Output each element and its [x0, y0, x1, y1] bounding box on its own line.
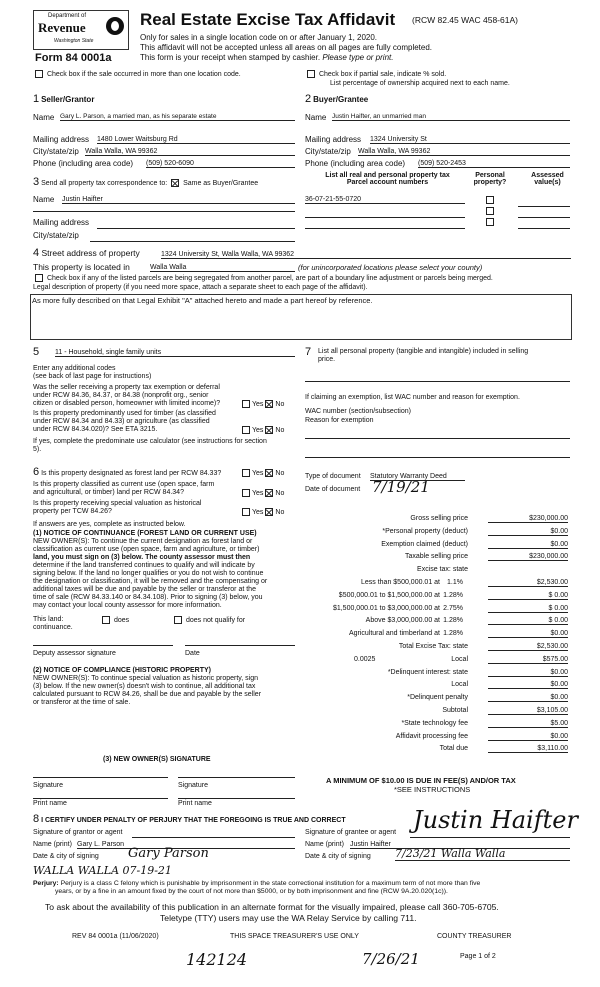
sec6-q3-answer[interactable]: Yes No [240, 508, 284, 516]
new-owner-sig-title: (3) NEW OWNER(S) SIGNATURE [103, 756, 211, 763]
sec3-city-label: City/state/zip [33, 231, 79, 240]
sec6-q3-l1: Is this property receiving special valuation as historical [33, 500, 202, 507]
tax-row-value[interactable]: $0.00 [488, 681, 568, 689]
tax-row [300, 592, 598, 604]
reason-line-2[interactable] [305, 456, 570, 458]
n1-l9: may contact your local county assessor for more information. [33, 602, 222, 609]
tax-row-label: *Delinquent penalty [407, 694, 468, 702]
tax-row [300, 630, 598, 642]
sec5-q2-l3: under RCW 84.34.020)? See ETA 3215. [33, 426, 158, 433]
tax-row-value[interactable]: $0.00 [488, 541, 568, 549]
seller-name-label: Name [33, 113, 55, 122]
tax-row [300, 617, 598, 629]
grantor-name[interactable]: Gary L. Parson [77, 841, 295, 849]
perjury-2: years, or by a fine in an amount fixed by the court of not more than $5000, or by both imprisonment and fine (RCW 9A.20.020(1c)). [55, 888, 448, 895]
tax-row [300, 707, 598, 719]
grantor-name-label: Name (print) [33, 841, 72, 848]
minimum-due: A MINIMUM OF $10.00 IS DUE IN FEE(S) AND/OR TAX [326, 776, 516, 785]
personal-checkbox[interactable] [484, 196, 496, 204]
n1-l7: additional taxes will be due and payable by the seller or transferor at the [33, 586, 256, 593]
tax-row-label: Local [451, 681, 468, 689]
personal-header: Personal property? [473, 172, 507, 186]
tax-row-label: Taxable selling price [404, 553, 468, 561]
n2-l4: or transferor at the time of sale. [33, 699, 131, 706]
county-treasurer: COUNTY TREASURER [437, 933, 512, 940]
tax-row [300, 669, 598, 681]
perjury-1: Perjury: Perjury is a class C felony which is punishable by imprisonment in the state correctional institution for a maximum term of not more than five [33, 880, 481, 887]
tax-row [300, 541, 598, 553]
tax-rate: 1.28% [443, 630, 463, 638]
tax-row [300, 528, 598, 540]
tax-row-value[interactable]: $0.00 [488, 694, 568, 702]
wac-label: WAC number (section/subsection) [305, 408, 411, 415]
n1-l3: land, you must sign on (3) below. The county assessor must then [33, 554, 251, 561]
tax-row-value[interactable]: $230,000.00 [488, 515, 568, 523]
partial-sale-checkbox[interactable] [307, 70, 315, 78]
sec3-city[interactable] [90, 240, 295, 242]
additional-codes: Enter any additional codes [33, 365, 116, 372]
logo-line3: Washington State [54, 38, 94, 44]
doc-date[interactable]: 7/19/21 [372, 478, 430, 496]
does-option[interactable]: does [100, 616, 129, 624]
tax-row-label: $500,000.01 to $1,500,000.00 at [338, 591, 440, 599]
sec6-q2-l1: Is this property classified as current use (open space, farm [33, 481, 215, 488]
assessed-header: Assessed value(s) [531, 172, 564, 186]
tax-row [300, 745, 598, 757]
grantor-sig-line[interactable] [132, 836, 295, 838]
deputy-date-line[interactable] [185, 644, 295, 646]
legal-desc-label: Legal description of property (if you need more space, attach a separate sheet to each page of the affidavit). [33, 284, 368, 291]
sec5-q3-l2: 5). [33, 446, 42, 453]
tax-row-label: Total Excise Tax: state [398, 643, 468, 650]
sec5-q1-l3: citizen or disabled person, homeowner with limited income)? [33, 400, 221, 407]
sec5-q2-answer[interactable]: Yes No [240, 426, 284, 434]
tax-row [300, 605, 598, 617]
parcel-line-2[interactable] [305, 216, 465, 218]
sec7-l1: List all personal property (tangible and intangible) included in selling [318, 348, 529, 355]
grantor-signature: Gary Parson [128, 846, 209, 861]
tax-row-label: Excise tax: state [417, 566, 468, 574]
print-label-2: Print name [178, 800, 212, 807]
tax-row-label: *Personal property (deduct) [382, 527, 468, 535]
grantor-date-city: WALLA WALLA 07-19-21 [33, 864, 172, 877]
grantee-name-label: Name (print) [305, 841, 344, 848]
tax-row [300, 733, 598, 745]
buyer-phone[interactable]: (509) 520-2453 [418, 160, 570, 168]
assessed-value[interactable] [518, 205, 570, 207]
tax-row-value[interactable]: $0.00 [488, 669, 568, 677]
header-line3: This form is your receipt when stamped by cashier. Please type or print. [140, 53, 394, 62]
n1-l6: the designation or classification, it will be removed and the compensating or [33, 578, 268, 585]
assessed-value-2[interactable] [518, 216, 570, 218]
tax-row [300, 643, 598, 655]
tax-row-value[interactable]: $230,000.00 [488, 553, 568, 561]
certify-title: 8 I CERTIFY UNDER PENALTY OF PERJURY THAT THE FOREGOING IS TRUE AND CORRECT [33, 813, 346, 825]
street-address[interactable]: 1324 University St, Walla Walla, WA 99362 [161, 251, 571, 259]
tax-row-label: Less than $500,000.01 at [360, 579, 440, 586]
street-address-row: 4 Street address of property [33, 247, 140, 259]
receipt-number: 142124 [186, 950, 248, 969]
tax-row [300, 566, 598, 578]
seller-mailing[interactable]: 1480 Lower Waitsburg Rd [97, 136, 295, 144]
grantee-sig-label: Signature of grantee or agent [305, 829, 397, 836]
tax-row-value[interactable]: $ 0.00 [488, 617, 568, 625]
logo-line1: Department of [48, 13, 87, 19]
tax-row-value[interactable]: $5.00 [488, 720, 568, 728]
this-land-label: This land: [33, 616, 64, 623]
tax-row-value[interactable]: $3,110.00 [488, 745, 568, 753]
sec5-heading: 5 [33, 346, 40, 358]
dor-logo [33, 10, 129, 50]
tax-row-label: Exemption claimed (deduct) [381, 540, 468, 548]
legal-desc-box[interactable] [30, 294, 572, 340]
tax-row-label: $1,500,000.01 to $3,000,000.00 at [332, 604, 440, 612]
tax-row [300, 694, 598, 706]
sec3-name[interactable]: Justin Haifter [62, 196, 295, 204]
grantor-date-label: Date & city of signing [33, 853, 99, 860]
tax-row [300, 720, 598, 732]
sig-label-1: Signature [33, 782, 63, 789]
grantee-name[interactable]: Justin Haifter [350, 841, 570, 849]
buyer-city[interactable]: Walla Walla, WA 99362 [358, 148, 570, 156]
tax-row-label: Subtotal [442, 707, 468, 714]
owner-sig-line-1[interactable] [33, 776, 168, 778]
tax-row-value[interactable]: $3,105.00 [488, 707, 568, 715]
sec7-l2: price. [318, 356, 336, 363]
n1-l5: signing below. If the land no longer qualifies or you do not wish to continue [33, 570, 264, 577]
alt-format-1: To ask about the availability of this publication in an alternate format for the visually impaired, please call 360-705-6705. [45, 902, 499, 912]
sec3-name-label: Name [33, 195, 55, 204]
segregated-check[interactable]: Check box if any of the listed parcels are being segregated from another parcel, are part of a boundary line adjustment or parcels being merged. [33, 274, 493, 282]
exemption-label: If claiming an exemption, list WAC number and reason for exemption. [305, 394, 520, 401]
rcw-ref: (RCW 82.45 WAC 458-61A) [412, 15, 518, 25]
sec6-q1: 6 Is this property designated as forest land per RCW 84.33? [33, 466, 222, 478]
continuance-label: continuance. [33, 624, 73, 631]
tax-row-value[interactable]: $0.00 [488, 733, 568, 741]
page-title: Real Estate Excise Tax Affidavit [140, 10, 396, 29]
header-line1: Only for sales in a single location code on or after January 1, 2020. [140, 33, 378, 42]
located-in[interactable]: Walla Walla [150, 264, 295, 272]
buyer-name-label: Name [305, 113, 327, 122]
buyer-mailing-label: Mailing address [305, 135, 362, 144]
tax-rate: 1.1% [447, 579, 463, 586]
does-not-option[interactable]: does not qualify for [172, 616, 245, 624]
buyer-phone-label: Phone (including area code) [305, 159, 406, 168]
seller-name[interactable]: Gary L. Parson, a married man, as his separate estate [60, 113, 295, 121]
local-rate: 0.0025 [354, 655, 376, 663]
reason-label: Reason for exemption [305, 417, 374, 424]
tax-row [300, 681, 598, 693]
tax-rate: 1.28% [443, 617, 463, 625]
tax-row-label: Agricultural and timberland at [348, 630, 440, 638]
buyer-heading: 2 Buyer/Grantee [305, 93, 369, 105]
parcel-line-3[interactable] [305, 227, 465, 229]
additional-codes-see: (see back of last page for instructions) [33, 373, 152, 380]
grantee-signature: Justin Haifter [413, 806, 578, 834]
treasurer-use: THIS SPACE TREASURER'S USE ONLY [230, 933, 359, 940]
sec5-q3-l1: If yes, complete the predominate use calculator (see instructions for section [33, 438, 267, 445]
assessed-value-3[interactable] [518, 227, 570, 229]
personal-checkbox-2[interactable] [484, 207, 496, 215]
deputy-date-label: Date [185, 650, 200, 657]
tax-row-label: Above $3,000,000.00 at [365, 617, 440, 625]
alt-format-2: Teletype (TTY) users may use the WA Relay Service by calling 711. [160, 913, 417, 923]
tax-row [300, 656, 598, 668]
tax-row-value[interactable]: $2,530.00 [488, 643, 568, 651]
n1-l2: classification as current use (open space, farm and agriculture, or timber) [33, 546, 260, 553]
seller-heading: 1 Seller/Grantor [33, 93, 95, 105]
buyer-name[interactable]: Justin Haifter, an unmarried man [332, 113, 570, 121]
sig-label-2: Signature [178, 782, 208, 789]
tax-row [300, 553, 598, 565]
sec7-heading: 7 [305, 346, 312, 358]
tax-row-value[interactable]: $ 0.00 [488, 592, 568, 600]
n1-l1: NEW OWNER(S): To continue the current designation as forest land or [33, 538, 253, 545]
tax-row-label: Total due [439, 745, 468, 753]
grantee-date-city: 7/23/21 Walla Walla [395, 847, 570, 861]
unincorporated-note: (for unincorporated locations please select your county) [298, 263, 483, 272]
tax-row-value[interactable]: $0.00 [488, 630, 568, 638]
buyer-city-label: City/state/zip [305, 147, 351, 156]
tax-row-label: Local [451, 655, 468, 663]
doc-type-label: Type of document [305, 473, 361, 480]
sec3-mailing[interactable] [97, 227, 295, 229]
grantee-sig-line[interactable] [410, 836, 570, 838]
form-number: Form 84 0001a [35, 52, 112, 64]
located-label: This property is located in [33, 262, 130, 272]
sec5-q2-l1: Is this property predominantly used for timber (as classified [33, 410, 216, 417]
sec6-if-yes: If answers are yes, complete as instructed below. [33, 521, 186, 528]
tax-row-value[interactable]: $0.00 [488, 528, 568, 536]
sec6-q2-answer[interactable]: Yes No [240, 489, 284, 497]
stamp-date: 7/26/21 [362, 950, 420, 968]
owner-print-line-2[interactable] [178, 797, 295, 799]
tax-row-value[interactable]: $2,530.00 [488, 579, 568, 587]
personal-property-line[interactable] [305, 380, 570, 382]
notice-continuance-title: (1) NOTICE OF CONTINUANCE (FOREST LAND OR CURRENT USE) [33, 530, 257, 537]
sec6-q1-answer[interactable]: Yes No [240, 469, 284, 477]
rev-number: REV 84 0001a (11/06/2020) [72, 933, 159, 940]
legal-desc-text: As more fully described on that Legal Exhibit "A" attached hereto and made a part hereof by reference. [32, 296, 373, 305]
doc-date-label: Date of document [305, 486, 361, 493]
multi-location-check[interactable]: Check box if the sale occurred in more than one location code. [33, 70, 241, 78]
parcel-number[interactable]: 36-07-21-55-0720 [305, 196, 465, 204]
deputy-sig-label: Deputy assessor signature [33, 650, 116, 657]
tax-row [300, 515, 598, 527]
doc-type[interactable]: Statutory Warranty Deed [370, 473, 465, 481]
print-label-1: Print name [33, 800, 67, 807]
personal-checkbox-3[interactable] [484, 218, 496, 226]
deputy-sig-line[interactable] [33, 644, 173, 646]
owner-print-line-1[interactable] [33, 797, 168, 799]
tax-rate: 1.28% [443, 591, 463, 599]
sec6-q3-l2: property per TCW 84.26? [33, 508, 112, 515]
sec3-blank-line[interactable] [33, 210, 295, 212]
tax-row-label: *State technology fee [401, 719, 468, 727]
n1-l8: time of sale (RCW 84.33.140 or 84.34.108). Prior to signing (3) below, you [33, 594, 263, 601]
tax-row-value[interactable]: $575.00 [488, 656, 568, 664]
parcel-header: List all real and personal property tax Parcel account numbers [325, 172, 450, 186]
use-code[interactable]: 11 - Household, single family units [55, 349, 295, 357]
tax-row-label: Gross selling price [410, 515, 468, 522]
see-instructions: *SEE INSTRUCTIONS [394, 785, 471, 794]
n2-l1: NEW OWNER(S): To continue special valuation as historic property, sign [33, 675, 258, 682]
sec3-mailing-label: Mailing address [33, 218, 90, 227]
reason-line[interactable] [305, 437, 570, 439]
seller-city-label: City/state/zip [33, 147, 79, 156]
tax-row-label: *Delinquent interest: state [387, 668, 468, 676]
tax-row-value[interactable]: $ 0.00 [488, 605, 568, 613]
n2-l3: calculated pursuant to RCW 84.26, shall be due and payable by the seller [33, 691, 262, 698]
header-line2: This affidavit will not be accepted unless all areas on all pages are fully completed. [140, 43, 433, 52]
seller-phone[interactable]: (509) 520-6090 [146, 160, 295, 168]
sec5-q2-l2: under RCW 84.34 and 84.33) or agriculture (as classified [33, 418, 210, 425]
same-as-buyer-checkbox[interactable] [171, 179, 179, 187]
grantor-sig-label: Signature of grantor or agent [33, 829, 123, 836]
sec5-q1-l2: under RCW 84.36, 84.37, or 84.38 (nonprofit org., senior [33, 392, 209, 399]
multi-location-checkbox[interactable] [35, 70, 43, 78]
partial-sale-check[interactable]: Check box if partial sale, indicate % sold. [305, 70, 446, 78]
page-number: Page 1 of 2 [460, 953, 496, 960]
tax-row [300, 579, 598, 591]
n2-l2: (3) below. If the new owner(s) doesn't wish to continue, all additional tax [33, 683, 256, 690]
grantee-date-label: Date & city of signing [305, 853, 371, 860]
logo-line2: Revenue [38, 20, 86, 35]
seller-phone-label: Phone (including area code) [33, 159, 134, 168]
seller-mailing-label: Mailing address [33, 135, 90, 144]
pct-ownership-note: List percentage of ownership acquired next to each name. [330, 80, 510, 87]
tax-row-label: Affidavit processing fee [395, 732, 468, 740]
buyer-mailing[interactable]: 1324 University St [370, 136, 570, 144]
sec5-q1-l1: Was the seller receiving a property tax exemption or deferral [33, 384, 220, 391]
tax-correspondence: 3 Send all property tax correspondence to: Same as Buyer/Grantee [33, 176, 259, 188]
owner-sig-line-2[interactable] [178, 776, 295, 778]
tax-rate: 2.75% [443, 604, 463, 612]
sec5-q1-answer[interactable]: Yes No [240, 400, 284, 408]
seller-city[interactable]: Walla Walla, WA 99362 [85, 148, 295, 156]
n1-l4: determine if the land transferred continues to qualify and will indicate by [33, 562, 255, 569]
sec6-q2-l2: and agricultural, or timber) land per RCW 84.34? [33, 489, 184, 496]
notice-compliance-title: (2) NOTICE OF COMPLIANCE (HISTORIC PROPERTY) [33, 667, 211, 674]
